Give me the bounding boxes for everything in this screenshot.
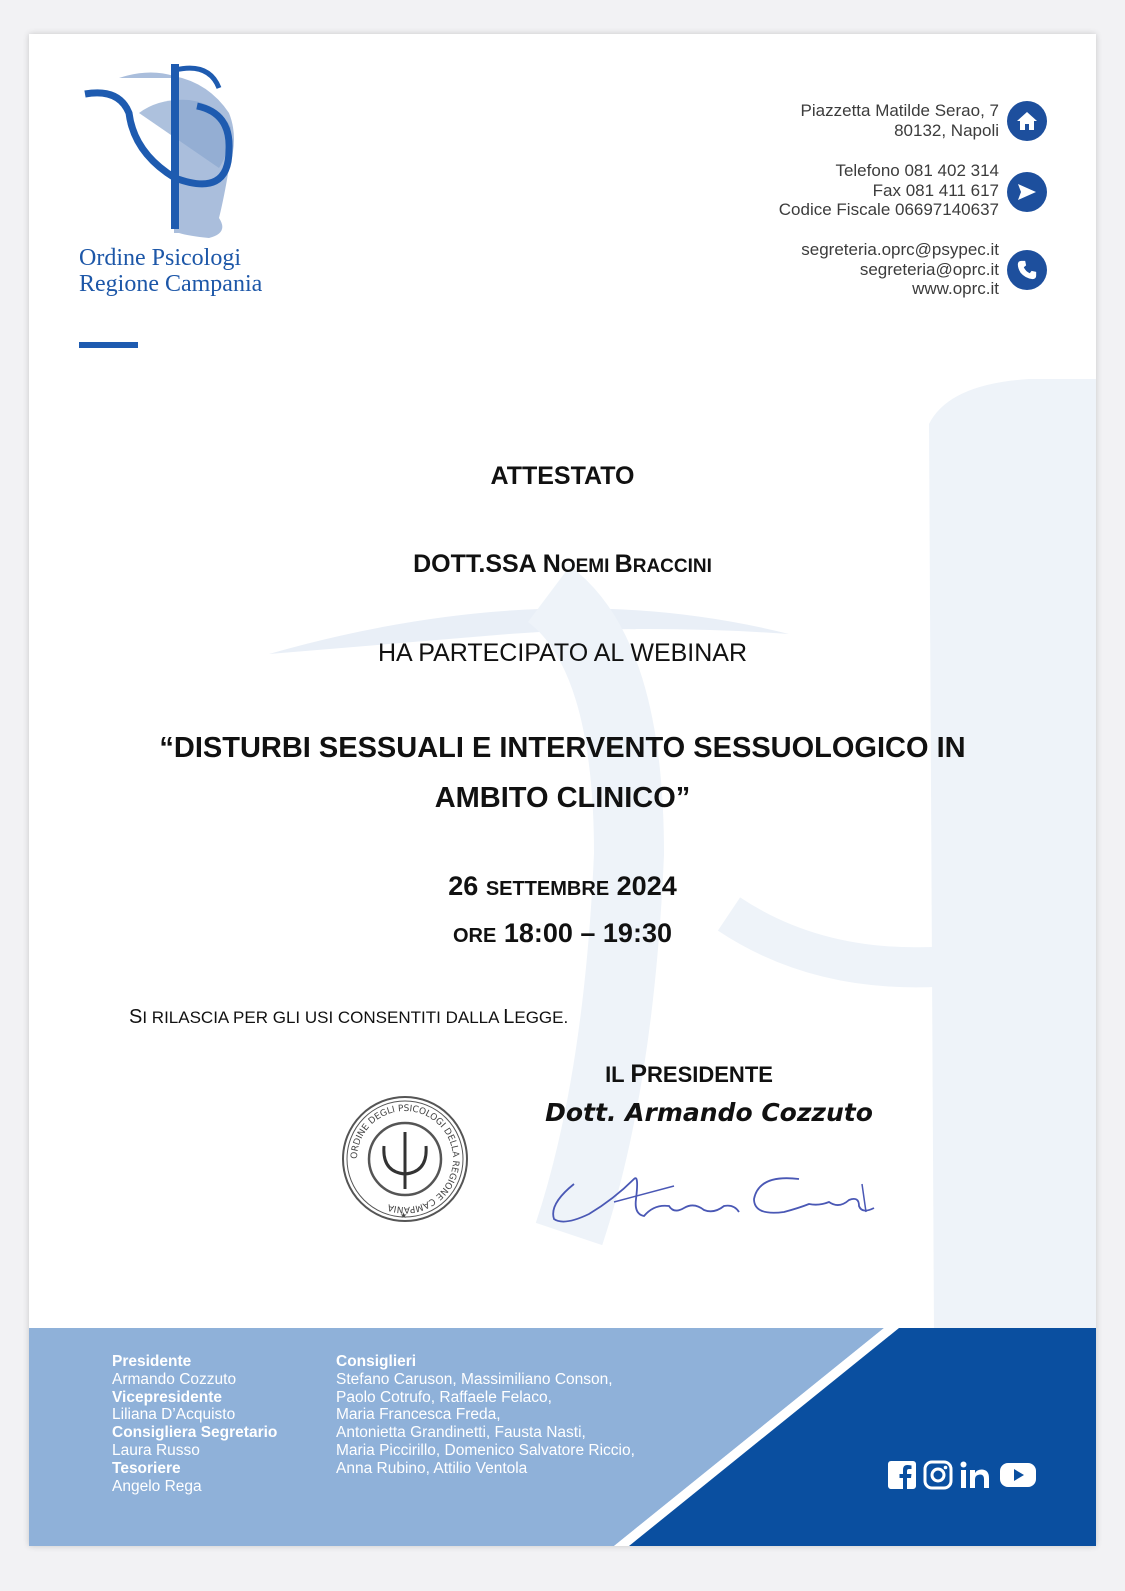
recipient-name — [29, 550, 1096, 579]
president-label — [589, 1060, 789, 1089]
event-time-line — [29, 911, 1096, 958]
release-law-initial: L — [503, 1006, 515, 1028]
linkedin-icon[interactable] — [959, 1460, 993, 1490]
president-name: Dott. Armando Cozzuto — [545, 1098, 873, 1127]
email-link[interactable]: segreteria@oprc.it — [859, 259, 999, 279]
councillors-line: Anna Rubino, Attilio Ventola — [336, 1459, 528, 1477]
recipient-name-initial: N — [542, 550, 561, 578]
recipient-title: DOTT.SSA — [413, 550, 543, 578]
footer-officers — [112, 1353, 277, 1495]
certificate-title: ATTESTATO — [490, 462, 635, 490]
president-label-article: IL — [605, 1062, 631, 1087]
org-name-line1: Ordine Psicologi — [79, 245, 241, 271]
svg-text:★: ★ — [400, 1211, 408, 1220]
handwritten-signature — [544, 1144, 894, 1234]
release-law-text: EGGE. — [514, 1008, 569, 1027]
official-seal-icon — [340, 1094, 470, 1224]
fax-line: Fax 081 411 617 — [872, 180, 999, 200]
president-label-text: RESIDENTE — [647, 1062, 773, 1087]
release-statement — [129, 1006, 568, 1029]
event-date-line — [29, 864, 1096, 911]
officer-role: Tesoriere — [112, 1459, 181, 1477]
time-prefix: ORE — [453, 925, 497, 947]
send-icon — [1007, 172, 1047, 212]
webinar-title-line1: “DISTURBI SESSUALI E INTERVENTO SESSUOLOGICO IN — [159, 732, 966, 764]
officer-name: Laura Russo — [112, 1441, 200, 1459]
officer-name: Armando Cozzuto — [112, 1370, 237, 1388]
participation-statement: HA PARTECIPATO AL WEBINAR — [377, 639, 748, 667]
phone-icon — [1007, 250, 1047, 290]
org-name-line2: Regione Campania — [79, 271, 263, 297]
release-text: I RILASCIA PER GLI USI CONSENTITI DALLA — [142, 1008, 504, 1027]
home-icon — [1007, 101, 1047, 141]
date-day: 26 — [448, 871, 486, 901]
instagram-icon[interactable] — [923, 1460, 953, 1490]
facebook-icon[interactable] — [887, 1460, 917, 1490]
certificate-page — [29, 34, 1096, 1546]
accent-divider — [79, 342, 138, 348]
officer-role: Consigliera Segretario — [112, 1424, 278, 1442]
time-value: 18:00 – 19:30 — [496, 918, 672, 948]
youtube-icon[interactable] — [999, 1461, 1037, 1489]
logo-icon — [79, 58, 269, 248]
president-label-initial: P — [630, 1060, 648, 1088]
councillors-role: Consiglieri — [336, 1353, 417, 1370]
officer-name: Liliana D’Acquisto — [112, 1406, 236, 1424]
address-line: Piazzetta Matilde Serao, 7 — [800, 101, 999, 120]
date-month: SETTEMBRE — [485, 878, 610, 900]
recipient-first-name: OEMI — [560, 556, 615, 577]
officer-name: Angelo Rega — [112, 1477, 202, 1495]
event-date — [29, 864, 1096, 958]
org-name — [79, 245, 309, 297]
councillors-line: Paolo Cotrufo, Raffaele Felaco, — [336, 1388, 552, 1406]
website-link[interactable]: www.oprc.it — [912, 279, 999, 298]
officer-role: Presidente — [112, 1353, 192, 1370]
email-link[interactable]: segreteria.oprc@psypec.it — [801, 240, 999, 259]
recipient-surname: RACCINI — [632, 556, 712, 577]
fiscal-code-line: Codice Fiscale 06697140637 — [778, 200, 999, 219]
footer-councillors — [336, 1353, 635, 1478]
email-block — [801, 240, 999, 299]
councillors-line: Antonietta Grandinetti, Fausta Nasti, — [336, 1424, 586, 1442]
date-year: 2024 — [609, 871, 677, 901]
phone-line: Telefono 081 402 314 — [835, 161, 999, 180]
address-line: 80132, Napoli — [894, 120, 999, 140]
webinar-title-line2: AMBITO CLINICO” — [434, 782, 691, 814]
recipient-surname-initial: B — [614, 550, 633, 578]
address-block — [801, 101, 999, 140]
social-links — [887, 1460, 1037, 1490]
councillors-line: Maria Francesca Freda, — [336, 1406, 501, 1424]
councillors-line: Stefano Caruson, Massimiliano Conson, — [336, 1370, 613, 1388]
officer-role: Vicepresidente — [112, 1388, 222, 1406]
webinar-title — [29, 723, 1096, 823]
release-initial: S — [129, 1006, 143, 1028]
councillors-line: Maria Piccirillo, Domenico Salvatore Riccio, — [336, 1441, 635, 1459]
phone-block — [779, 161, 999, 220]
svg-text:ORDINE DEGLI PSICOLOGI DELLA R: ORDINE DEGLI PSICOLOGI DELLA REGIONE CAMPANIA — [349, 1103, 461, 1215]
